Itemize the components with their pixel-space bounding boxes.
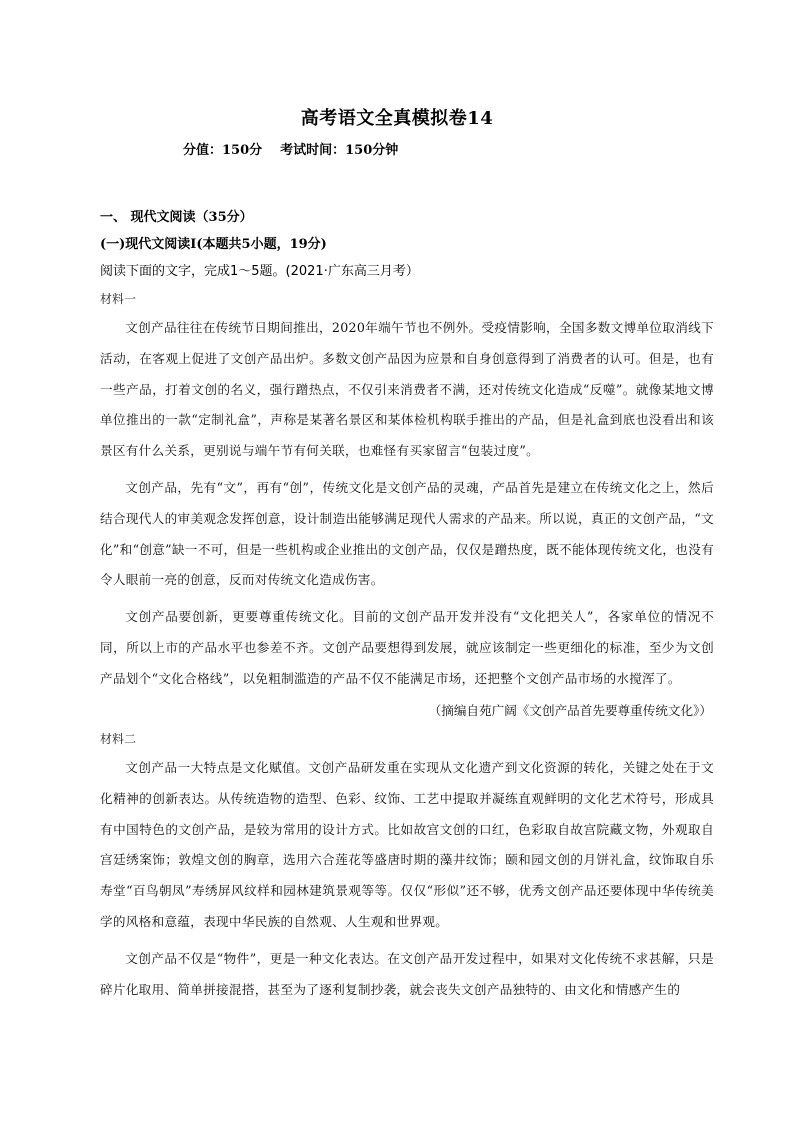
material-one-paragraph-1: 文创产品往往在传统节日期间推出，2020年端午节也不例外。受疫情影响，全国多数文博单位取消线下活动，在客观上促进了文创产品出炉。多数文创产品因为应景和自身创意得到了消费者的认可。但是，也有一些产品，打着文创的名义，强行蹭热点，不仅引来消费者不满，还对传统文化造成“反噬”。就像某地文博单位推出的一款“定制礼盒”，声称是某著名景区和某体检机构联手推出的产品，但是礼盒到底也没看出和该景区有什么关系，更别说与端午节有何关联，也难怪有买家留言“包装过度”。 [100,320,714,459]
score-info: 分值：150分 [183,143,263,158]
material-one-paragraph-2: 文创产品，先有“文”，再有“创”，传统文化是文创产品的灵魂，产品首先是建立在传统文化之上，然后结合现代人的审美观念发挥创意，设计制造出能够满足现代人需求的产品来。所以说，真正的文创产品，“文化”和“创意”缺一不可，但是一些机构或企业推出的文创产品，仅仅是蹭热度，既不能体现传统文化，也没有令人眼前一亮的创意，反而对传统文化造成伤害。 [100,480,714,588]
exam-title: 高考语文全真模拟卷14 [300,108,494,129]
exam-meta [183,139,398,158]
time-info: 考试时间：150分钟 [280,143,399,158]
section-heading: 一、 现代文阅读（35分） [100,210,253,225]
subsection-heading: (一)现代文阅读Ⅰ(本题共5小题，19分) [100,237,327,252]
reading-instruction: 阅读下面的文字，完成1～5题。(2021·广东高三月考） [100,264,419,279]
material-two-paragraph-1: 文创产品一大特点是文化赋值。文创产品研发重在实现从文化遗产到文化资源的转化，关键之处在于文化精神的创新表达。从传统造物的造型、色彩、纹饰、工艺中提取并凝练直观鲜明的文化艺术符号，形成具有中国特色的文创产品，是较为常用的设计方式。比如故宫文创的口红，色彩取自故宫院藏文物，外观取自宫廷绣案饰；敦煌文创的胸章，选用六合莲花等盛唐时期的藻井纹饰；颐和园文创的月饼礼盒，纹饰取自乐寿堂“百鸟朝凤”寿绣屏风纹样和园林建筑景观等等。仅仅“形似”还不够，优秀文创产品还要体现中华传统美学的风格和意蕴，表现中华民族的自然观、人生观和世界观。 [100,760,714,929]
material-one-paragraph-3: 文创产品要创新，更要尊重传统文化。目前的文创产品开发并没有“文化把关人”，各家单位的情况不同，所以上市的产品水平也参差不齐。文创产品要想得到发展，就应该制定一些更细化的标准，至少为文创产品划个“文化合格线”，以免粗制滥造的产品不仅不能满足市场，还把整个文创产品市场的水搅浑了。 [100,609,714,686]
material-one-label: 材料一 [100,292,137,306]
material-two-paragraph-2: 文创产品不仅是“物件”，更是一种文化表达。在文创产品开发过程中，如果对文化传统不求甚解，只是碎片化取用、简单拼接混搭，甚至为了逐利复制抄袭，就会丧失文创产品独特的、由文化和情感产生的 [100,951,714,997]
material-two-label: 材料二 [100,732,137,746]
material-one-source: （摘编自苑广阔《文创产品首先要尊重传统文化》） [428,703,712,718]
